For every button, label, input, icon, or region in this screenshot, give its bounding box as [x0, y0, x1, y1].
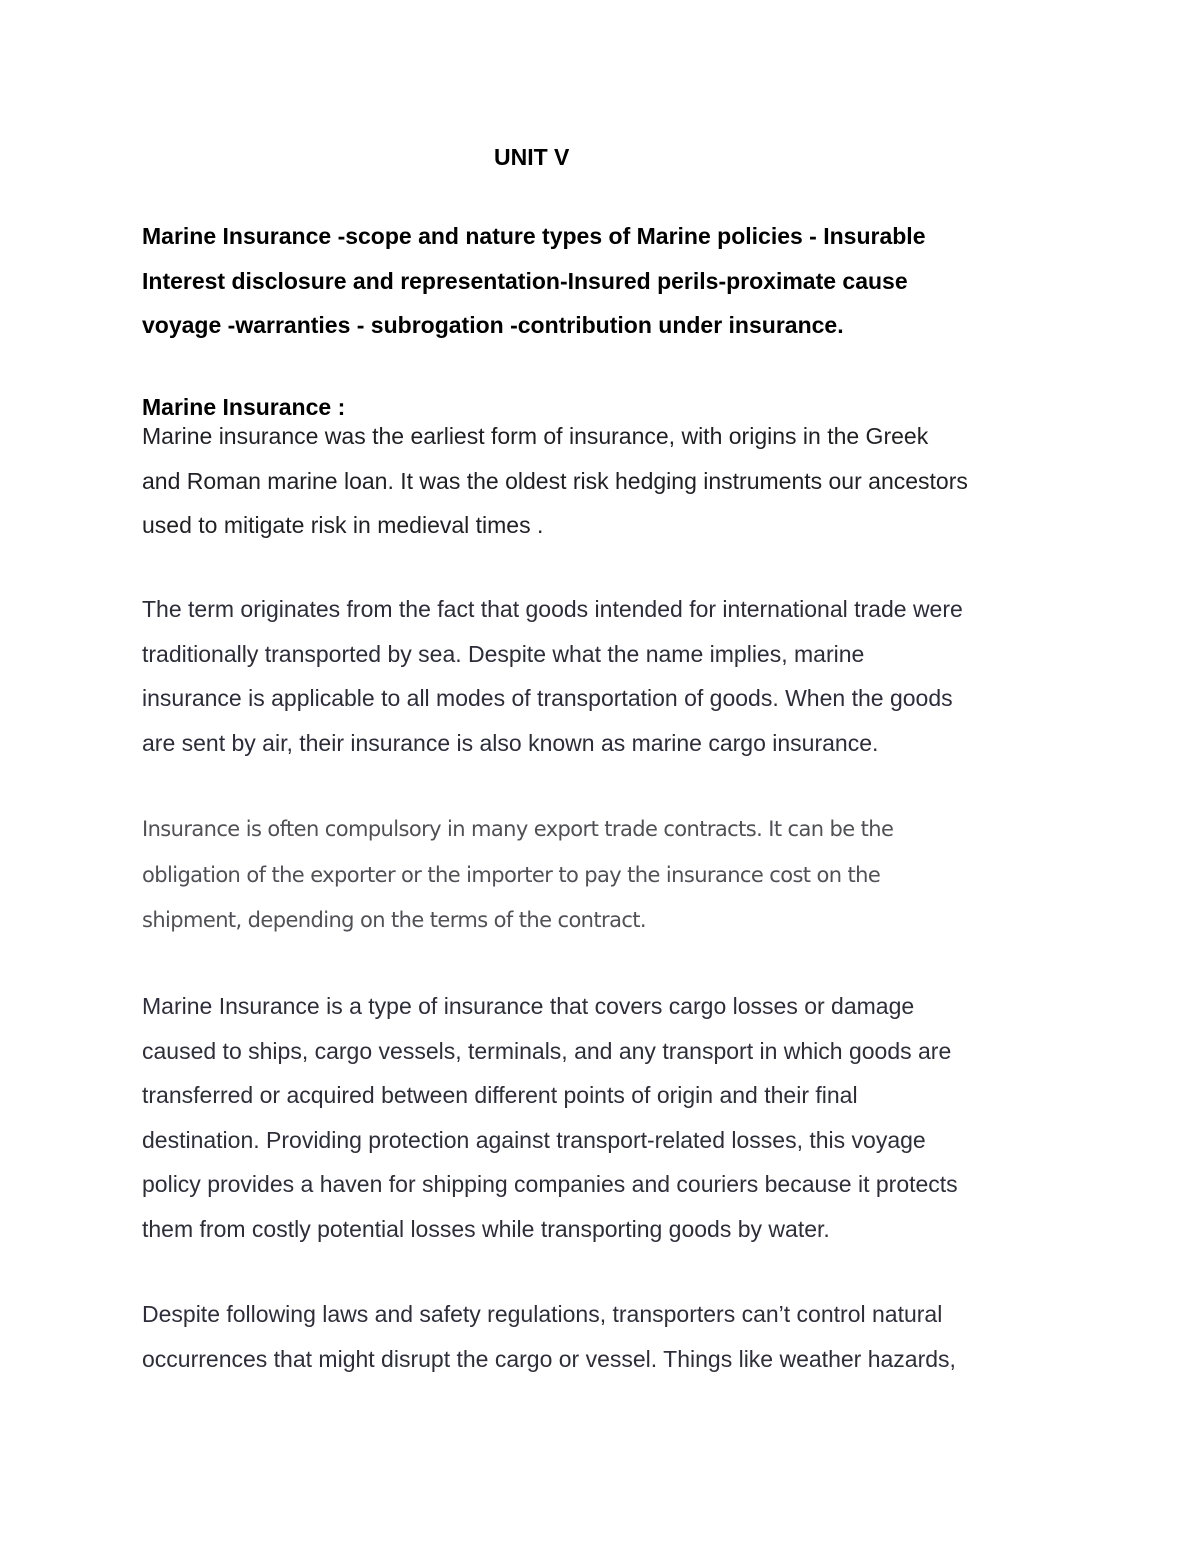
paragraph-line: destination. Providing protection against transport-related losses, this voyage: [142, 1126, 926, 1153]
paragraph-term-origin: [142, 587, 1142, 765]
paragraph-line: obligation of the exporter or the importer to pay the insurance cost on the: [142, 862, 881, 887]
paragraph-line: insurance is applicable to all modes of transportation of goods. When the goods: [142, 685, 953, 711]
paragraph-line: them from costly potential losses while transporting goods by water.: [142, 1215, 830, 1242]
paragraph-line: Marine Insurance is a type of insurance that covers cargo losses or damage: [142, 993, 915, 1019]
syllabus-summary: [142, 214, 1142, 348]
paragraph-line: shipment, depending on the terms of the contract.: [142, 908, 646, 932]
paragraph-line: are sent by air, their insurance is also known as marine cargo insurance.: [142, 729, 879, 756]
paragraph-line: Insurance is often compulsory in many export trade contracts. It can be the: [142, 817, 894, 841]
paragraph-compulsory: [142, 807, 1142, 944]
paragraph-line: Marine insurance was the earliest form of insurance, with origins in the Greek: [142, 423, 929, 449]
paragraph-definition: [142, 984, 1142, 1251]
paragraph-line: The term originates from the fact that goods intended for international trade were: [142, 596, 963, 622]
paragraph-line: caused to ships, cargo vessels, terminals, and any transport in which goods are: [142, 1037, 952, 1064]
paragraph-origins: [142, 414, 1142, 548]
section-heading: Marine Insurance :: [142, 394, 346, 420]
paragraph-line: traditionally transported by sea. Despite what the name implies, marine: [142, 640, 865, 667]
unit-title: UNIT V: [494, 144, 570, 170]
syllabus-line: voyage -warranties - subrogation -contribution under insurance.: [142, 312, 844, 338]
paragraph-line: and Roman marine loan. It was the oldest risk hedging instruments our ancestors: [142, 467, 968, 494]
paragraph-line: transferred or acquired between different points of origin and their final: [142, 1082, 858, 1108]
paragraph-line: policy provides a haven for shipping companies and couriers because it protects: [142, 1171, 958, 1197]
paragraph-line: occurrences that might disrupt the cargo or vessel. Things like weather hazards,: [142, 1345, 956, 1372]
paragraph-line: Despite following laws and safety regulations, transporters can’t control natural: [142, 1301, 943, 1327]
paragraph-natural-occurrences: [142, 1292, 1142, 1381]
syllabus-line: Interest disclosure and representation-Insured perils-proximate cause: [142, 267, 908, 294]
paragraph-line: used to mitigate risk in medieval times .: [142, 512, 544, 538]
syllabus-line: Marine Insurance -scope and nature types of Marine policies - Insurable: [142, 223, 926, 249]
